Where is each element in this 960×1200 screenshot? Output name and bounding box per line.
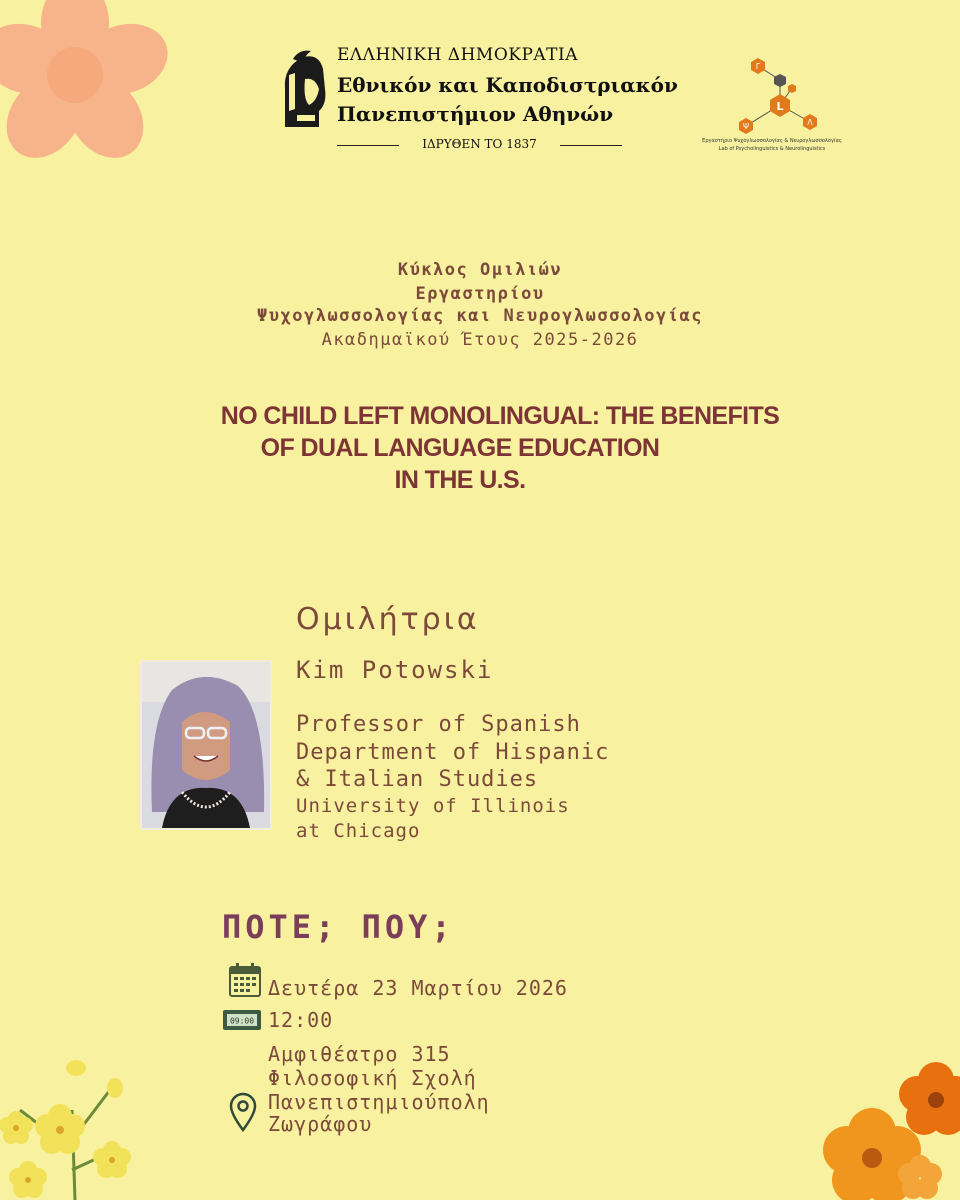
speaker-portrait-illustration [142,662,270,828]
lab-logo-letter-psi: Ψ [742,122,750,131]
yellow-flowers-decoration [0,1050,160,1200]
university-header [275,45,695,155]
digital-clock-icon [222,1009,262,1031]
founded-banner [337,137,622,153]
location-line3: Πανεπιστημιούπολη [268,1090,490,1114]
location-line4: Ζωγράφου [268,1112,373,1136]
speaker-role-label: Ομιλήτρια [296,602,480,637]
university-name-line1: Εθνικόν και Καποδιστριακόν [337,73,678,97]
peach-flower-decoration [0,0,170,170]
speaker-photo [140,660,272,830]
event-date: Δευτέρα 23 Μαρτίου 2026 [268,976,568,1000]
speaker-university-line2: at Chicago [296,820,421,842]
location-line1: Αμφιθέατρο 315 [268,1042,451,1066]
founded-year: ΙΔΡΥΘΕΝ ΤΟ 1837 [422,137,537,151]
lab-logo-letter-l: L [776,100,784,113]
academic-year: Ακαδημαϊκού Έτους 2025-2026 [321,330,639,350]
talk-title-line2: OF DUAL LANGUAGE EDUCATION [260,434,660,462]
lab-logo-letter-g: Γ [755,62,761,71]
orange-flowers-decoration [810,1060,960,1200]
speaker-name: Kim Potowski [296,656,494,684]
series-title-line2: Εργαστηρίου [415,284,545,304]
talk-title-line1: NO CHILD LEFT MONOLINGUAL: THE BENEFITS [220,402,780,430]
location-pin-icon [228,1092,258,1132]
lab-logo-letter-lambda: Λ [807,118,813,127]
when-where-heading: ΠΟΤΕ; ΠΟΥ; [222,908,455,946]
divider-right [560,145,622,146]
speaker-department-line2: & Italian Studies [296,767,539,792]
lab-name-english: Lab of Psycholinguistics & Neurolinguistics [718,146,826,152]
speaker-title: Professor of Spanish [296,712,581,737]
event-time: 12:00 [268,1008,334,1032]
lab-name-greek: Εργαστήριο Ψυχογλωσσολογίας & Νευρογλωσσολογίας [702,138,842,144]
speaker-university-line1: University of Illinois [296,795,570,817]
location-line2: Φιλοσοφική Σχολή [268,1066,477,1090]
speaker-department-line1: Department of Hispanic [296,740,610,765]
calendar-icon [228,962,262,998]
series-title-line3: Ψυχογλωσσολογίας και Νευρογλωσσολογίας [257,306,703,326]
university-name-line2: Πανεπιστήμιον Αθηνών [337,102,614,126]
clock-display-text: 09:00 [229,1016,255,1026]
series-title-line1: Κύκλος Ομιλιών [397,260,563,280]
athena-crest-logo [275,49,330,131]
talk-title-line3: IN THE U.S. [394,466,526,494]
country-name: ΕΛΛΗΝΙΚΗ ΔΗΜΟΚΡΑΤΙΑ [337,45,579,65]
